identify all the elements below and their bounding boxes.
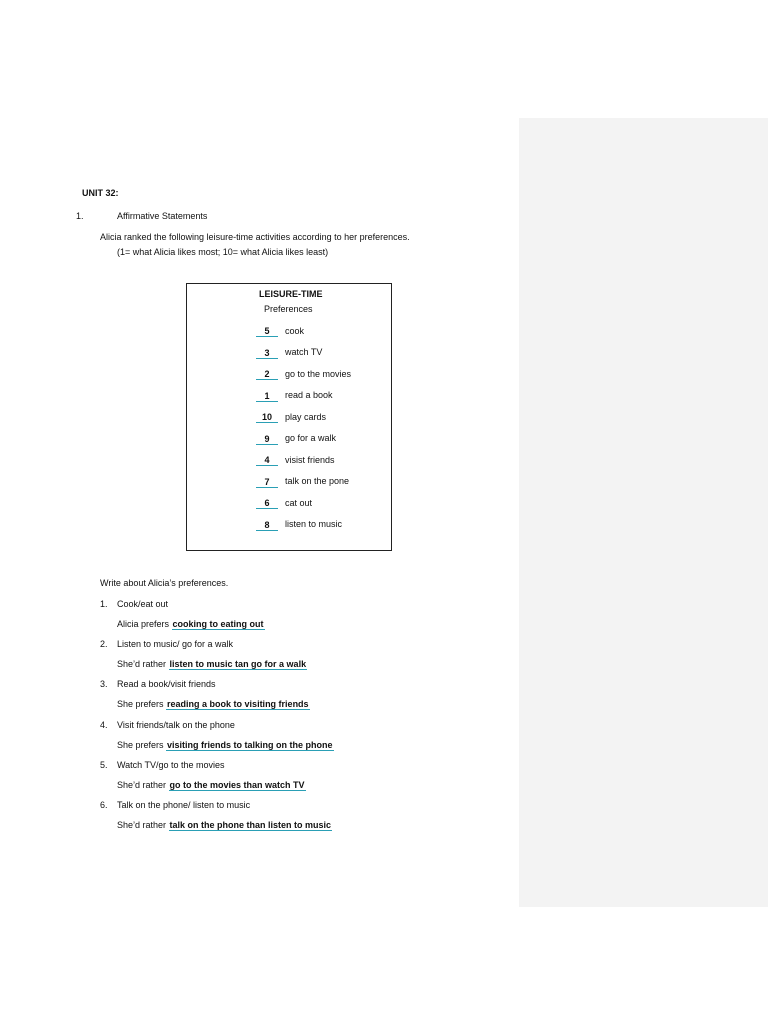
question-number: 6. [100, 800, 108, 810]
instructions-line2: (1= what Alicia likes most; 10= what Alicia likes least) [117, 247, 329, 257]
question-prompt: Read a book/visit friends [117, 679, 216, 690]
question-prompt: Talk on the phone/ listen to music [117, 800, 251, 810]
activity-label: go for a walk [285, 433, 337, 443]
question-prompt: Visit friends/talk on the phone [117, 719, 235, 730]
activity-label: talk on the pone [285, 476, 350, 486]
activity-label: read a book [285, 390, 333, 400]
preferences-box [186, 283, 392, 551]
comment-pane [519, 118, 768, 907]
question-prompt: Listen to music/ go for a walk [117, 639, 234, 650]
answer-line [117, 780, 306, 791]
activity-label: watch TV [285, 347, 323, 357]
instructions-line1: Alicia ranked the following leisure-time activities according to her preferences. [100, 232, 410, 242]
rank-value: 4 [256, 455, 278, 466]
answer-line [117, 699, 310, 710]
answer-line [117, 820, 332, 831]
answer-line [117, 619, 265, 630]
answer-text: cooking to eating out [172, 619, 264, 629]
question-prompt: Cook/eat out [117, 599, 169, 609]
exercise-number: 1. [76, 211, 84, 221]
answer-line [117, 740, 334, 751]
answer-lead: She’d rather [117, 779, 167, 790]
rank-value: 7 [256, 477, 278, 488]
answer-text: visiting friends to talking on the phone [167, 739, 333, 750]
box-title: LEISURE-TIME [259, 289, 323, 299]
answer-text: go to the movies than watch TV [169, 779, 305, 790]
question-prompt: Watch TV/go to the movies [117, 759, 225, 770]
activity-label: go to the movies [285, 368, 352, 379]
activity-label: listen to music [285, 519, 343, 529]
rank-value: 6 [256, 498, 278, 509]
activity-label: play cards [285, 411, 327, 422]
write-prompt: Write about Alicia’s preferences. [100, 578, 229, 588]
rank-value: 3 [256, 348, 278, 359]
answer-lead: She prefers [117, 739, 164, 750]
rank-value: 8 [256, 520, 278, 531]
question-number: 2. [100, 639, 108, 650]
question-number: 4. [100, 719, 108, 730]
answer-lead: Alicia prefers [117, 619, 170, 629]
rank-value: 10 [256, 412, 278, 423]
rank-value: 1 [256, 391, 278, 402]
answer-text: reading a book to visiting friends [167, 699, 309, 710]
rank-value: 2 [256, 369, 278, 380]
activity-label: cat out [285, 497, 313, 508]
answer-lead: She’d rather [117, 659, 167, 670]
answer-lead: She prefers [117, 699, 164, 710]
answer-text: listen to music tan go for a walk [169, 659, 307, 670]
question-number: 3. [100, 679, 108, 690]
question-number: 1. [100, 599, 108, 609]
rank-value: 5 [256, 326, 278, 337]
answer-line [117, 659, 307, 670]
activity-label: visist friends [285, 454, 335, 465]
exercise-title: Affirmative Statements [117, 211, 208, 221]
activity-label: cook [285, 325, 305, 336]
answer-text: talk on the phone than listen to music [169, 820, 332, 830]
box-subtitle: Preferences [264, 304, 313, 314]
answer-lead: She’d rather [117, 820, 167, 830]
unit-title: UNIT 32: [82, 188, 119, 198]
rank-value: 9 [256, 434, 278, 445]
question-number: 5. [100, 759, 108, 770]
